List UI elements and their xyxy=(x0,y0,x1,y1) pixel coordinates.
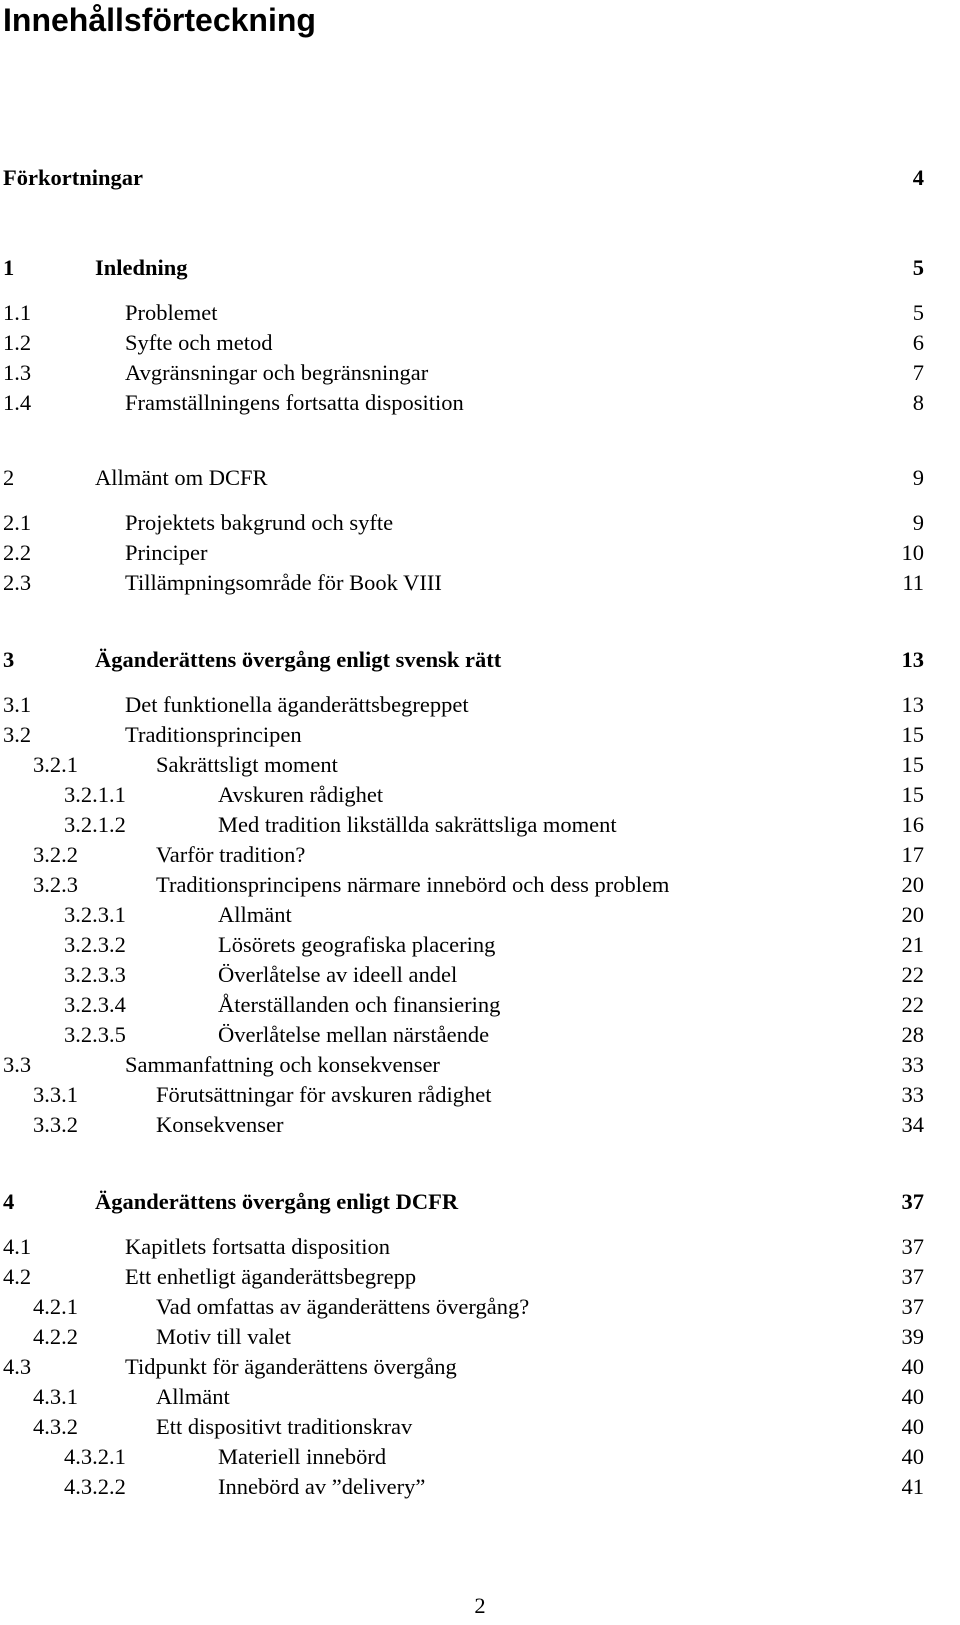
toc-entry-2-1[interactable] xyxy=(0,508,960,538)
toc-entry-page: 41 xyxy=(901,1474,924,1499)
toc-entry-3-2-1[interactable] xyxy=(0,750,960,780)
toc-entry-page: 17 xyxy=(901,842,924,867)
toc-entry-page: 37 xyxy=(901,1234,924,1259)
toc-entry-number: 4.3.2 xyxy=(33,1414,78,1439)
toc-entry-page: 40 xyxy=(901,1354,924,1379)
toc-entry-page: 40 xyxy=(901,1414,924,1439)
toc-entry-3-3-2[interactable] xyxy=(0,1110,960,1140)
toc-entry-number: 4.3.2.1 xyxy=(64,1444,126,1469)
page-title: Innehållsförteckning xyxy=(3,2,316,38)
toc-entry-3-2-2[interactable] xyxy=(0,840,960,870)
toc-entry-number: 1.3 xyxy=(3,360,32,385)
toc-entry-title: Med tradition likställda sakrättsliga moment xyxy=(218,812,617,837)
toc-entry-page: 5 xyxy=(912,300,924,325)
toc-entry-page: 37 xyxy=(901,1264,924,1289)
toc-entry-title: Framställningens fortsatta disposition xyxy=(125,390,464,415)
toc-entry-title: Materiell innebörd xyxy=(218,1444,387,1469)
toc-entry-page: 15 xyxy=(901,782,924,807)
toc-entry-title: Innebörd av ”delivery” xyxy=(218,1474,426,1499)
toc-entry-1-4[interactable] xyxy=(0,388,960,418)
toc-entry-3-1[interactable] xyxy=(0,690,960,720)
toc-entry-page: 34 xyxy=(901,1112,924,1137)
toc-entry-title: Konsekvenser xyxy=(156,1112,284,1137)
toc-entry-title: Lösörets geografiska placering xyxy=(218,932,496,957)
toc-entry-4-3-2[interactable] xyxy=(0,1412,960,1442)
toc-entry-number: 3.1 xyxy=(3,692,32,717)
toc-entry-title: Problemet xyxy=(125,300,218,325)
toc-entry-4-2[interactable] xyxy=(0,1262,960,1292)
toc-entry-page: 40 xyxy=(901,1384,924,1409)
toc-entry-number: 4.3.2.2 xyxy=(64,1474,126,1499)
toc-entry-page: 6 xyxy=(912,330,924,355)
toc-entry-page: 4 xyxy=(912,165,924,190)
toc-entry-page: 20 xyxy=(901,902,924,927)
toc-entry-page: 33 xyxy=(901,1052,924,1077)
toc-entry-title: Tillämpningsområde för Book VIII xyxy=(125,570,442,595)
toc-entry-title: Vad omfattas av äganderättens övergång? xyxy=(156,1294,530,1319)
toc-entry-number: 3.2.1 xyxy=(33,752,78,777)
toc-entry-3-2-3[interactable] xyxy=(0,870,960,900)
toc-entry-title: Äganderättens övergång enligt svensk rätt xyxy=(95,647,502,672)
toc-entry-3-3-1[interactable] xyxy=(0,1080,960,1110)
toc-entry-number: 3.3 xyxy=(3,1052,32,1077)
toc-chapter-1[interactable] xyxy=(0,253,960,283)
toc-entry-number: 4.3 xyxy=(3,1354,32,1379)
toc-entry-page: 40 xyxy=(901,1444,924,1469)
toc-entry-page: 9 xyxy=(912,510,924,535)
toc-entry-page: 39 xyxy=(901,1324,924,1349)
toc-entry-title: Projektets bakgrund och syfte xyxy=(125,510,394,535)
toc-entry-3-2-3-4[interactable] xyxy=(0,990,960,1020)
toc-entry-abbreviations[interactable] xyxy=(0,163,960,193)
toc-entry-page: 16 xyxy=(901,812,924,837)
toc-entry-number: 4.2 xyxy=(3,1264,32,1289)
toc-entry-number: 2.3 xyxy=(3,570,32,595)
toc-entry-4-2-1[interactable] xyxy=(0,1292,960,1322)
toc-entry-page: 11 xyxy=(902,570,924,595)
toc-entry-3-2[interactable] xyxy=(0,720,960,750)
toc-entry-number: 3.2.1.2 xyxy=(64,812,126,837)
toc-entry-1-3[interactable] xyxy=(0,358,960,388)
toc-entry-number: 3.2 xyxy=(3,722,32,747)
toc-entry-1-2[interactable] xyxy=(0,328,960,358)
toc-entry-page: 10 xyxy=(901,540,924,565)
toc-entry-title: Avskuren rådighet xyxy=(218,782,384,807)
toc-entry-4-3-2-2[interactable] xyxy=(0,1472,960,1502)
toc-entry-page: 37 xyxy=(901,1189,924,1214)
toc-entry-title: Återställanden och finansiering xyxy=(218,992,501,1017)
toc-entry-page: 28 xyxy=(901,1022,924,1047)
toc-entry-page: 13 xyxy=(901,647,924,672)
toc-chapter-4[interactable] xyxy=(0,1187,960,1217)
toc-entry-title: Principer xyxy=(125,540,208,565)
toc-entry-number: 4.3.1 xyxy=(33,1384,78,1409)
toc-entry-1-1[interactable] xyxy=(0,298,960,328)
toc-entry-page: 7 xyxy=(912,360,924,385)
toc-entry-title: Förutsättningar för avskuren rådighet xyxy=(156,1082,492,1107)
toc-entry-3-2-3-5[interactable] xyxy=(0,1020,960,1050)
toc-entry-title: Syfte och metod xyxy=(125,330,273,355)
toc-entry-2-2[interactable] xyxy=(0,538,960,568)
toc-entry-number: 3.2.2 xyxy=(33,842,78,867)
toc-entry-title: Inledning xyxy=(95,255,188,280)
toc-entry-number: 4.2.2 xyxy=(33,1324,78,1349)
toc-entry-number: 3.2.3.1 xyxy=(64,902,126,927)
toc-entry-title: Förkortningar xyxy=(3,165,143,190)
toc-entry-page: 5 xyxy=(912,255,924,280)
toc-entry-number: 2.2 xyxy=(3,540,32,565)
toc-entry-page: 20 xyxy=(901,872,924,897)
toc-entry-number: 1.1 xyxy=(3,300,32,325)
toc-entry-title: Kapitlets fortsatta disposition xyxy=(125,1234,390,1259)
toc-entry-title: Sakrättsligt moment xyxy=(156,752,338,777)
toc-entry-4-3-1[interactable] xyxy=(0,1382,960,1412)
toc-entry-title: Traditionsprincipens närmare innebörd och dess problem xyxy=(156,872,670,897)
toc-entry-number: 1.4 xyxy=(3,390,32,415)
toc-entry-number: 4.1 xyxy=(3,1234,32,1259)
toc-entry-title: Det funktionella äganderättsbegreppet xyxy=(125,692,469,717)
toc-chapter-3[interactable] xyxy=(0,645,960,675)
toc-entry-page: 37 xyxy=(901,1294,924,1319)
toc-entry-number: 2.1 xyxy=(3,510,32,535)
toc-entry-number: 2 xyxy=(3,465,15,490)
toc-entry-title: Allmänt xyxy=(218,902,292,927)
toc-entry-number: 3 xyxy=(3,647,15,672)
toc-entry-3-2-3-1[interactable] xyxy=(0,900,960,930)
toc-entry-page: 33 xyxy=(901,1082,924,1107)
toc-entry-title: Allmänt om DCFR xyxy=(95,465,268,490)
toc-entry-number: 3.2.3.2 xyxy=(64,932,126,957)
toc-entry-page: 9 xyxy=(912,465,924,490)
toc-entry-number: 4.2.1 xyxy=(33,1294,78,1319)
toc-chapter-2[interactable] xyxy=(0,463,960,493)
toc-entry-page: 8 xyxy=(912,390,924,415)
toc-entry-title: Allmänt xyxy=(156,1384,230,1409)
toc-entry-title: Motiv till valet xyxy=(156,1324,291,1349)
toc-entry-number: 3.3.1 xyxy=(33,1082,78,1107)
toc-entry-number: 3.2.3.5 xyxy=(64,1022,126,1047)
toc-entry-title: Ett enhetligt äganderättsbegrepp xyxy=(125,1264,417,1289)
toc-entry-3-3[interactable] xyxy=(0,1050,960,1080)
toc-entry-page: 13 xyxy=(901,692,924,717)
page-number: 2 xyxy=(474,1593,486,1618)
toc-entry-page: 15 xyxy=(901,722,924,747)
toc-entry-4-3-2-1[interactable] xyxy=(0,1442,960,1472)
toc-entry-page: 22 xyxy=(901,992,924,1017)
toc-entry-number: 3.2.3.3 xyxy=(64,962,126,987)
toc-entry-title: Äganderättens övergång enligt DCFR xyxy=(95,1189,459,1214)
toc-entry-3-2-1-2[interactable] xyxy=(0,810,960,840)
toc-entry-number: 3.2.3.4 xyxy=(64,992,126,1017)
toc-entry-3-2-1-1[interactable] xyxy=(0,780,960,810)
toc-entry-title: Avgränsningar och begränsningar xyxy=(125,360,429,385)
toc-entry-number: 3.2.3 xyxy=(33,872,78,897)
toc-entry-title: Varför tradition? xyxy=(156,842,306,867)
toc-entry-title: Överlåtelse av ideell andel xyxy=(218,962,458,987)
toc-entry-title: Ett dispositivt traditionskrav xyxy=(156,1414,413,1439)
toc-entry-number: 4 xyxy=(3,1189,15,1214)
toc-entry-number: 3.3.2 xyxy=(33,1112,78,1137)
toc-entry-3-2-3-2[interactable] xyxy=(0,930,960,960)
toc-entry-page: 21 xyxy=(901,932,924,957)
toc-entry-3-2-3-3[interactable] xyxy=(0,960,960,990)
toc-entry-title: Sammanfattning och konsekvenser xyxy=(125,1052,440,1077)
toc-entry-2-3[interactable] xyxy=(0,568,960,598)
toc-entry-title: Tidpunkt för äganderättens övergång xyxy=(125,1354,457,1379)
toc-entry-title: Överlåtelse mellan närstående xyxy=(218,1022,490,1047)
toc-entry-4-1[interactable] xyxy=(0,1232,960,1262)
toc-entry-4-3[interactable] xyxy=(0,1352,960,1382)
toc-entry-number: 3.2.1.1 xyxy=(64,782,126,807)
toc-entry-page: 22 xyxy=(901,962,924,987)
toc-entry-number: 1.2 xyxy=(3,330,32,355)
toc-entry-title: Traditionsprincipen xyxy=(125,722,302,747)
toc-entry-4-2-2[interactable] xyxy=(0,1322,960,1352)
toc-entry-page: 15 xyxy=(901,752,924,777)
toc-entry-number: 1 xyxy=(3,255,15,280)
